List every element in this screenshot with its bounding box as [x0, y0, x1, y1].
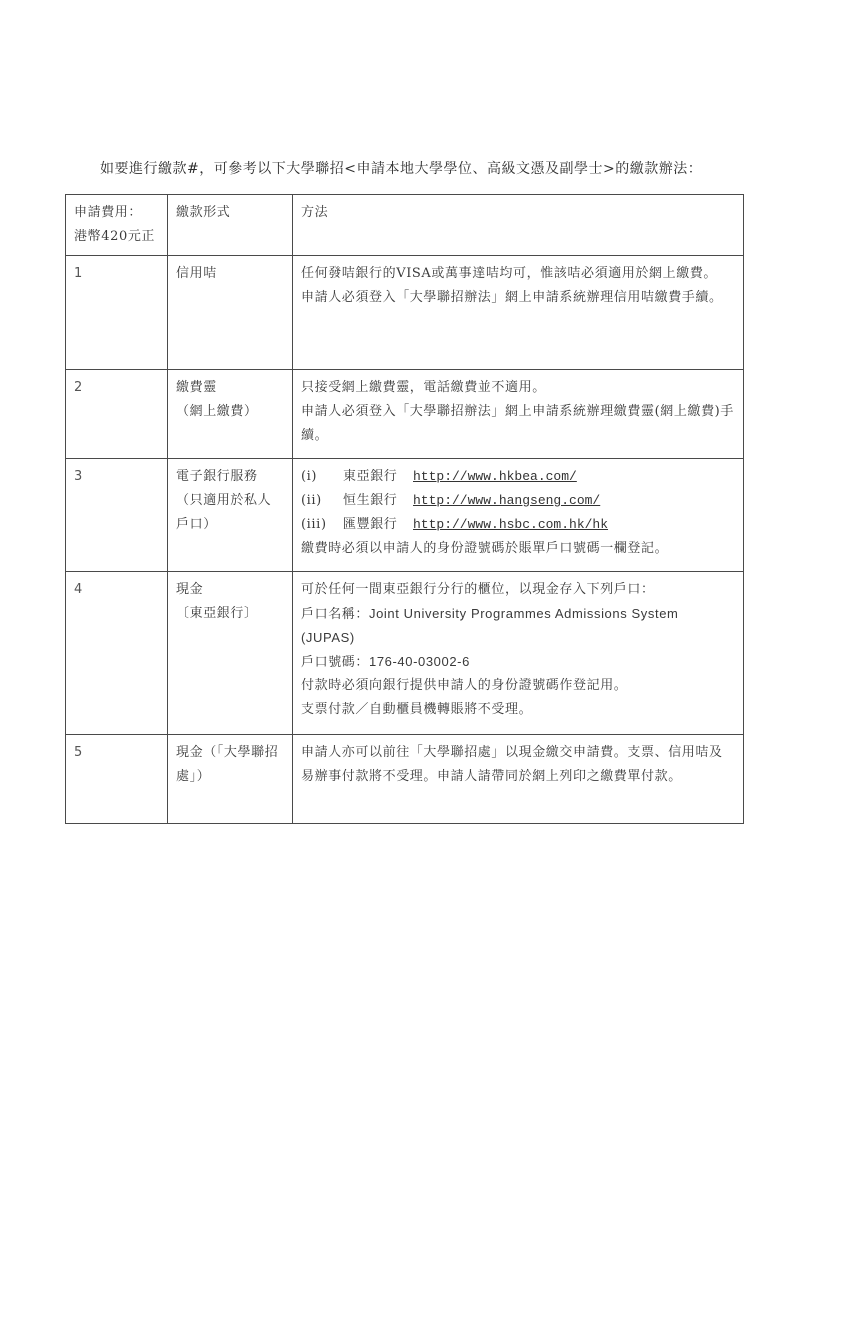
bank-line: [301, 465, 735, 489]
bank-name: 匯豐銀行: [343, 517, 398, 532]
bank-name: 恒生銀行: [343, 493, 398, 508]
row-number: 5: [66, 735, 168, 824]
method-paragraph: 申請人必須登入「大學聯招辦法」網上申請系統辦理信用咭繳費手續。: [301, 290, 723, 305]
header-fee-amount: 港幣420元正: [74, 229, 156, 244]
bank-index: (iii): [301, 517, 327, 532]
bank-link[interactable]: http://www.hsbc.com.hk/hk: [413, 517, 609, 532]
payment-type: 信用咭: [168, 256, 293, 370]
payment-type-line: 〔東亞銀行〕: [176, 606, 258, 621]
header-type-cell: 繳款形式: [168, 195, 293, 256]
method-paragraph: 只接受網上繳費靈，電話繳費並不適用。: [301, 380, 546, 395]
account-name: 戶口名稱：Joint University Programmes Admissions System (JUPAS): [301, 606, 679, 645]
table-row: [66, 459, 744, 572]
row-number: 1: [66, 256, 168, 370]
row-number: 2: [66, 370, 168, 459]
table-row: [66, 735, 744, 824]
bank-line: [301, 489, 735, 513]
payment-type-line: 現金: [176, 582, 204, 597]
payment-methods-table: [65, 194, 744, 824]
bank-link[interactable]: http://www.hangseng.com/: [413, 493, 601, 508]
table-row: [66, 256, 744, 370]
table-header-row: [66, 195, 744, 256]
intro-text: 如要進行繳款#，可參考以下大學聯招<申請本地大學學位、高級文憑及副學士>的繳款辦法：: [100, 161, 703, 177]
bank-index: (i): [301, 469, 318, 484]
header-fee-label: 申請費用：: [74, 205, 143, 220]
bank-link[interactable]: http://www.hkbea.com/: [413, 469, 577, 484]
payment-method: [293, 735, 744, 824]
payment-type: 電子銀行服務（只適用於私人戶口）: [168, 459, 293, 572]
method-paragraph: 申請人必須登入「大學聯招辦法」網上申請系統辦理繳費靈(網上繳費)手續。: [301, 404, 734, 443]
bank-index: (ii): [301, 493, 322, 508]
method-paragraph: 支票付款／自動櫃員機轉賬將不受理。: [301, 702, 533, 717]
payment-type-line: （網上繳費）: [176, 404, 258, 419]
payment-method: [293, 459, 744, 572]
method-paragraph: 任何發咭銀行的VISA或萬事達咭均可，惟該咭必須適用於網上繳費。: [301, 266, 718, 281]
payment-type: [168, 572, 293, 735]
method-paragraph: 付款時必須向銀行提供申請人的身份證號碼作登記用。: [301, 678, 628, 693]
row-number: 3: [66, 459, 168, 572]
payment-method: [293, 572, 744, 735]
payment-type-line: 繳費靈: [176, 380, 217, 395]
bank-name: 東亞銀行: [343, 469, 398, 484]
account-number: 戶口號碼：176-40-03002-6: [301, 654, 470, 669]
bank-line: [301, 513, 735, 537]
method-paragraph: 繳費時必須以申請人的身份證號碼於賬單戶口號碼一欄登記。: [301, 541, 669, 556]
payment-type: [168, 370, 293, 459]
table-row: [66, 370, 744, 459]
header-method-cell: 方法: [293, 195, 744, 256]
method-paragraph: 可於任何一間東亞銀行分行的櫃位，以現金存入下列戶口：: [301, 582, 655, 597]
payment-type: 現金（「大學聯招處」）: [168, 735, 293, 824]
header-fee-cell: [66, 195, 168, 256]
method-paragraph: 申請人亦可以前往「大學聯招處」以現金繳交申請費。支票、信用咭及易辦事付款將不受理。申請人請帶同於網上列印之繳費單付款。: [301, 745, 723, 784]
payment-method: [293, 256, 744, 370]
payment-method: [293, 370, 744, 459]
row-number: 4: [66, 572, 168, 735]
table-row: [66, 572, 744, 735]
